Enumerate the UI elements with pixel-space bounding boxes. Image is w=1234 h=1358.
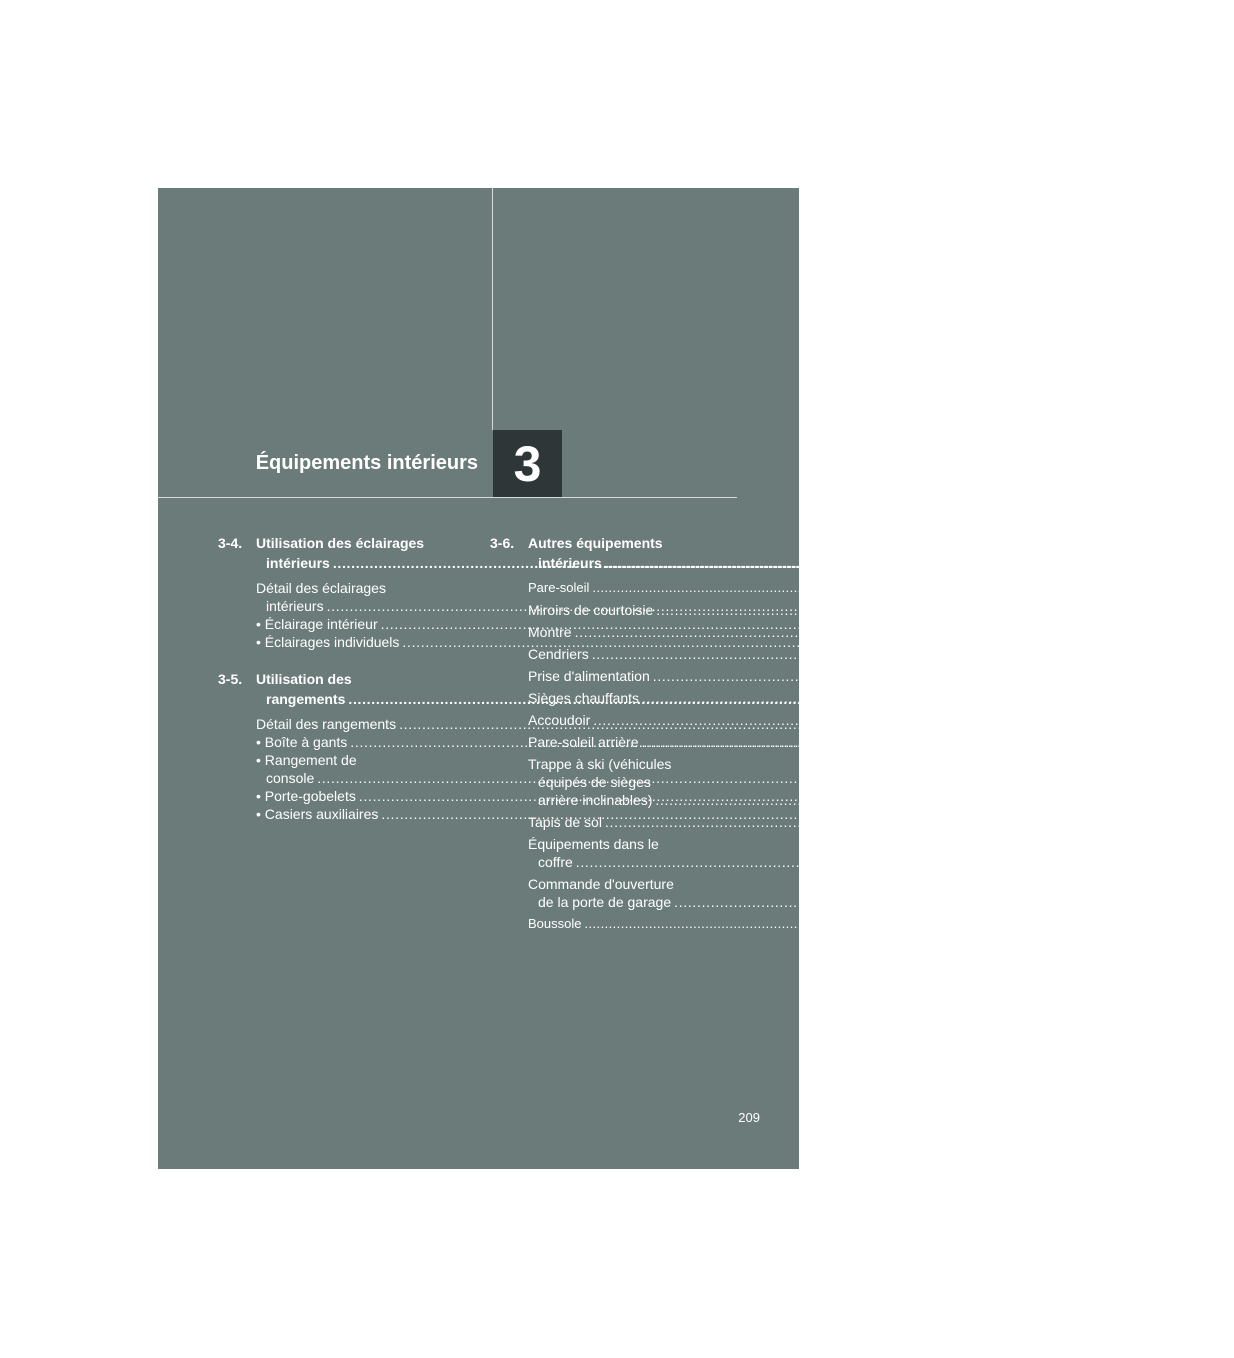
section-page[interactable]: 305: [1141, 555, 1165, 571]
toc-entry[interactable]: • Éclairage intérieur . . . 295: [256, 615, 466, 633]
entry-page: 297: [935, 716, 959, 732]
entry-page: 305: [1064, 580, 1086, 595]
entry-page: 298: [886, 734, 911, 750]
entry-page: 315: [1191, 792, 1216, 808]
toc-entry[interactable]: Détail des rangements . . . 297: [256, 715, 466, 733]
section-title-cont[interactable]: intérieurs: [266, 555, 330, 571]
entry-page: 309: [1189, 668, 1213, 684]
entry-page: 295: [917, 616, 941, 632]
entry-page: 308: [1128, 646, 1152, 662]
entry-page: 294: [863, 598, 887, 614]
toc-entry[interactable]: Détail des éclairages intérieurs . . . 294: [256, 579, 466, 615]
vertical-divider: [492, 188, 493, 430]
entry-page: 302: [917, 806, 942, 822]
toc-entry[interactable]: Accoudoir . . . 313: [528, 711, 739, 729]
toc-entry[interactable]: • Porte-gobelets . . . 300: [256, 787, 466, 805]
entry-page: 296: [938, 634, 963, 650]
toc-entry[interactable]: Boussole . . . 327: [528, 915, 739, 933]
section-number: 3-4.: [218, 535, 243, 551]
section-number: 3-6.: [490, 535, 515, 551]
entry-page: 313: [1129, 712, 1154, 728]
toc-entry[interactable]: Prise d'alimentation . . . 309: [528, 667, 739, 685]
toc-entry[interactable]: Pare-soleil arrière . . . 314: [528, 733, 739, 751]
section-title[interactable]: Autres équipements: [528, 535, 663, 551]
section-number: 3-5.: [218, 671, 243, 687]
toc-entry[interactable]: • Rangement de console . . . 299: [256, 751, 466, 787]
toc-entry[interactable]: Montre . . . 307: [528, 623, 739, 641]
toc-entry[interactable]: Miroirs de courtoisie . . . 306: [528, 601, 739, 619]
section-page[interactable]: 294: [869, 555, 893, 571]
toc-entry[interactable]: Trappe à ski (véhicules équipés de sièges arrière inclinables) . . . 315: [528, 755, 739, 809]
entry-page: 299: [853, 770, 878, 786]
section-title[interactable]: Utilisation des éclairages: [256, 535, 425, 551]
leader-dots: [605, 553, 1139, 573]
page-number: 209: [738, 1110, 760, 1125]
entry-page: 327: [1056, 916, 1078, 931]
chapter-number-box: [493, 430, 562, 497]
entry-page: 318: [1112, 854, 1136, 870]
section-page[interactable]: 297: [884, 691, 909, 707]
toc-entry[interactable]: Commande d'ouverture de la porte de garage . . . 320: [528, 875, 739, 911]
section-title-cont[interactable]: rangements: [266, 691, 346, 707]
entry-page: 306: [1192, 602, 1217, 618]
toc-entry[interactable]: • Boîte à gants . . . 298: [256, 733, 466, 751]
horizontal-divider: [158, 497, 737, 498]
toc-entry[interactable]: Sièges chauffants . . . 311: [528, 689, 739, 707]
entry-page: 307: [1111, 624, 1135, 640]
toc-entry[interactable]: Tapis de sol . . . 317: [528, 813, 739, 831]
entry-page: 300: [895, 788, 919, 804]
section-title-cont[interactable]: intérieurs: [538, 555, 602, 571]
toc-entry[interactable]: Cendriers . . . 308: [528, 645, 739, 663]
toc-entry[interactable]: Pare-soleil . . . 305: [528, 579, 739, 597]
toc-entry[interactable]: • Éclairages individuels . . . 296: [256, 633, 466, 651]
toc-entry[interactable]: Équipements dans le coffre . . . 318: [528, 835, 739, 871]
entry-page: 314: [1177, 734, 1202, 750]
entry-page: 317: [1141, 814, 1165, 830]
toc-entry[interactable]: • Casiers auxiliaires . . . 302: [256, 805, 466, 823]
section-title[interactable]: Utilisation des: [256, 671, 352, 687]
entry-page: 320: [1210, 894, 1234, 910]
chapter-title: Équipements intérieurs: [255, 452, 478, 474]
chapter-number: 3: [513, 435, 542, 492]
entry-page: 311: [1178, 690, 1201, 706]
